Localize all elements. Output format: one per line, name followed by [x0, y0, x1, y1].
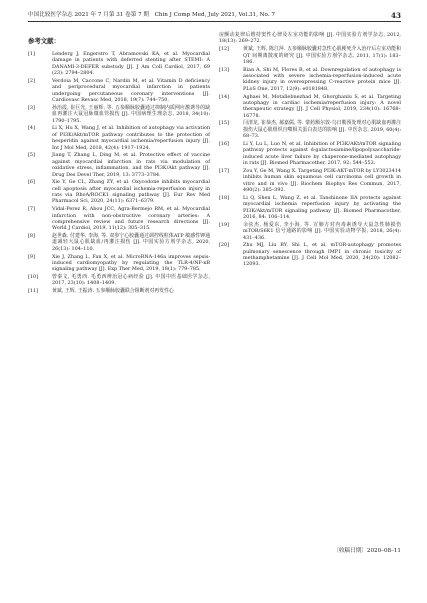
- reference-number: [8]: [28, 233, 35, 240]
- reference-item: [28, 233, 210, 252]
- reference-number: [4]: [28, 125, 35, 132]
- reference-number: [7]: [28, 206, 35, 213]
- reference-item: [28, 206, 210, 232]
- reference-number: [15]: [219, 120, 230, 127]
- reference-item: [28, 288, 210, 294]
- reference-number: [14]: [219, 93, 230, 100]
- reference-text: 闫清龙, 崔恭杰, 郝嘉儒, 等. 蒙药额尔敦-乌日勒预处理对心肌缺血再灌注损伤大鼠心肌组织自噬相关蛋白表达的影响 [J]. 中医杂志, 2019, 60(4): 68–73.: [243, 120, 401, 140]
- right-column: [219, 32, 401, 269]
- left-column: [28, 32, 210, 296]
- reference-item: [219, 141, 401, 167]
- reference-item: [219, 46, 401, 65]
- journal-running-title: 中国比较医学杂志 2021 年 7 月第 31 卷第 7 期 Chin J Comp Med, July 2021, Vol.31, No. 7: [28, 12, 275, 18]
- reference-number: [9]: [28, 253, 35, 260]
- reference-item: [28, 152, 210, 178]
- reference-number: [12]: [219, 46, 230, 53]
- reference-number: [19]: [219, 221, 230, 228]
- reference-item: [28, 254, 210, 273]
- reference-item: [219, 195, 401, 221]
- reference-item: [28, 78, 210, 104]
- reference-item: [28, 179, 210, 205]
- reference-text: Li Q, Shen L, Wang Z, et al. Tanshinone IIA protects against myocardial ischemia reperfusion injury by activating the PI3K/Akt/mTOR signaling pathway [J]. Biomed Pharmacother, 2016, 84: 106–114.: [243, 194, 401, 221]
- reference-text: Li X, Hu X, Wang J, et al. Inhibition of autophagy via activation of PI3K/Akt/mTOR pathway contributes to the protection of hesperidin against myocardial ischemia/reperfusion injury [J]. Int J Mol Med, 2018, 42(4): 1917–1924.: [52, 125, 210, 151]
- reference-list-left: [28, 51, 210, 295]
- reference-number: [3]: [28, 104, 35, 111]
- references-heading: 参考文献：: [28, 37, 60, 45]
- page-number: 43: [390, 11, 401, 20]
- reference-text: Bian A, Shi M, Flores B, et al. Downregulation of autophagy is associated with severe ischemia-reperfusion-induced acute kidney injury in overexpressing C-reactive protein mice [J]. PLoS One, 2017, 12(9): e0181848.: [243, 66, 401, 92]
- reference-text: Jiang T, Zhang L, Ding M, et al. Protective effect of vaccine against myocardial infarction in rats via modulation of oxidative stress, inflammation, and the PI3K/Akt pathway [J]. Drug Des Devel Ther, 2019, 13: 3773–3784.: [52, 152, 210, 178]
- page-header: [28, 12, 401, 22]
- reference-text: 孙治霞, 崔巨光, 王丽辉, 等. 五参顺脉胶囊通过抑制内质网应激诱导的缺血再灌注大鼠冠脉微血管损伤 [J]. 中国病理生理杂志, 2018, 34(10): 1790–1795.: [52, 104, 210, 124]
- reference-item: [28, 51, 210, 77]
- reference-text: 赵世森, 付建华, 李海, 等. 双参宁心胶囊通过调控线粒体ATP 敏感性钾通道减轻大鼠心肌缺血/再灌注损伤 [J]. 中国实验方剂学杂志, 2020, 26(13): 104–110.: [52, 233, 210, 252]
- reference-number: [5]: [28, 152, 35, 159]
- reference-item: [219, 168, 401, 194]
- reference-text: Zhu MJ, Liu BY, Shi L, et al. mTOR-autophagy promotes pulmonary senescence through IMP1 in chronic toxicity of methamphetamine [J]. J Cell Mol Med, 2020, 24(20): 12082–12093.: [243, 242, 401, 268]
- reference-text: Lenderg J, Engerstro T, Abramovski KA, et al. Myocardial damage in patients with deferred stenting after STEMI: A DANAMI-3-DEFER substudy [J]. J Am Coll Cardiol, 2017, 69 (23): 2794–2804.: [52, 51, 210, 77]
- reference-item: [219, 222, 401, 241]
- reference-text: 黄斌, 王辉, 王振涛. 五参顺脉胶囊联合阻断剂对再发性心: [52, 288, 174, 295]
- reference-text: Xie J, Zhang L, Fan X, et al. MicroRNA-146a improves sepsis-induced cardiomyopathy by regulating the TLR-4/NF-κB signaling pathway [J]. Exp Ther Med, 2019, 18(1): 779–785.: [52, 253, 210, 273]
- reference-item: [219, 242, 401, 268]
- reference-number: [16]: [219, 140, 230, 147]
- reference-number: [10]: [28, 274, 39, 281]
- reference-text: Xie Y, Ge CL, Zhang ZY, et al. Oxycodone inhibits myocardial cell apoptosis after myocardial ischemia-reperfusion injury in rats via RhoA/ROCK1 signaling pathway [J]. Eur Rev Med Pharmacol Sci, 2020, 24(11): 6371–6379.: [52, 179, 210, 205]
- reference-text: Aghaei M, Motallebnezhad M, Ghorghanlu S, et al. Targeting autophagy in cardiac ischemia/reperfusion injury: A novel therapeutic strategy [J]. J Cell Physiol, 2019, 234(10): 16768–16778.: [243, 93, 401, 119]
- reference-text: Li Y, Lu L, Luo N, et al. Inhibition of PI3K/AKt/mTOR signaling pathway protects against d-galactosamine/lipopolysaccharide-induced acute liver failure by chaperone-mediated autophagy in rats [J]. Biomed Pharmacother, 2017, 92: 544–553.: [243, 140, 401, 167]
- reference-item: [28, 105, 210, 124]
- reference-item: [219, 67, 401, 93]
- reference-text: Vidal-Perez R, Abou JCC, Agra-Bermejo RM, et al. Myocardial infarction with non-obstructive coronary arteries: A comprehensive review and future research directions [J]. World J Cardiol, 2019, 11(12): 305–315.: [52, 206, 210, 232]
- reference-text: Zou Y, Ge M, Wang X. Targeting PI3K-AKT-mTOR by LY3023414 inhibits human skin squamous cell carcinoma cell growth in vitro and in vivo [J]. Biochem Biophys Res Commun, 2017, 490(2): 385–392.: [243, 167, 401, 194]
- reference-text: 余弦杰, 杨爱东, 李小海, 等. 宣肺方对内毒素诱导大鼠急性肺损伤 mTOR/S6K1 信号通路的影响 [J]. 中国实验动物学报, 2018, 26(4): 431–436.: [243, 221, 401, 241]
- reference-number: [2]: [28, 77, 35, 84]
- reference-text: 曾秦文, 毛勇西. 毛勇西辨治冠心病经验 [J]. 中国中医基础医学杂志, 2017, 23(10): 1408–1409.: [52, 274, 210, 287]
- reference-number: [17]: [219, 167, 230, 174]
- reference-item: [219, 120, 401, 139]
- reference-continuation: 房颤动复律后维持窦性心律及左室功能的影响 [J]. 中国实验方剂学杂志, 2012, 18(13): 269–272.: [219, 32, 401, 45]
- reference-number: [18]: [219, 194, 230, 201]
- reference-list-right: [219, 46, 401, 268]
- reference-number: [6]: [28, 179, 35, 186]
- reference-number: [1]: [28, 51, 35, 57]
- reference-item: [219, 94, 401, 120]
- received-date: 〔收稿日期〕2020–08–11: [333, 548, 401, 554]
- reference-item: [28, 274, 210, 287]
- reference-number: [11]: [28, 288, 39, 295]
- reference-number: [13]: [219, 66, 230, 73]
- reference-number: [20]: [219, 242, 230, 249]
- reference-item: [28, 125, 210, 151]
- reference-text: 黄斌, 王辉, 陈江萍. 五参顺脉胶囊对急性心肌梗死介入治疗后左室功能和 QT 间期离散度的研究 [J]. 中国实验方剂学杂志, 2011, 17(1): 183–186.: [243, 46, 401, 65]
- reference-text: Verdoia M, Caccone C, Nardin M, et al. Vitamin D deficiency and periprocedural myocardial infarction in patients undergoing percutaneous coronary interventions [J]. Cardiovasc Revasc Med, 2018, 19(7): 744–750.: [52, 77, 210, 104]
